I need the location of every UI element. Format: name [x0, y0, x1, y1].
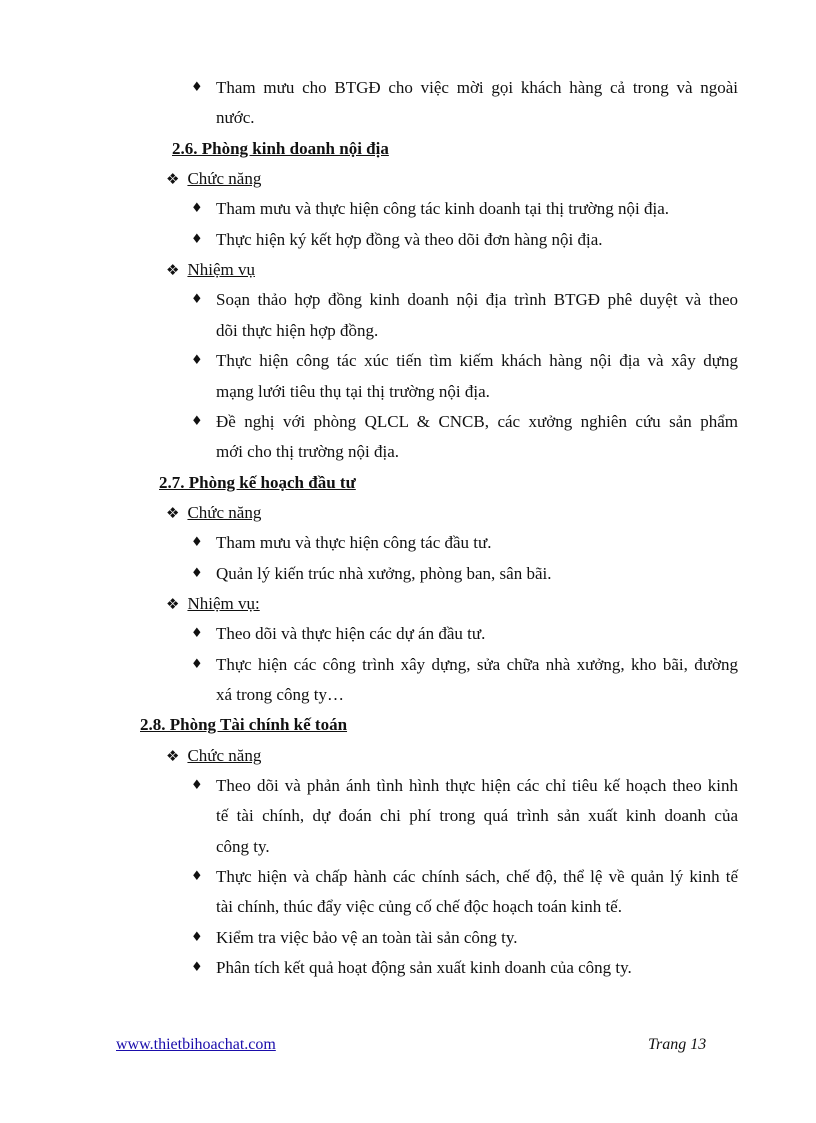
bullet-line: mạng lưới tiêu thụ tại thị trường nội địa. [216, 382, 490, 401]
four-diamond-bullet-icon: ❖ [166, 261, 180, 279]
bullet-line: Theo dõi và thực hiện các dự án đầu tư. [216, 624, 486, 643]
bullet-line: xá trong công ty… [216, 685, 344, 704]
subsection-label [166, 589, 260, 619]
footer-website-link[interactable]: www.thietbihoachat.com [116, 1036, 276, 1053]
bullet-line: Theo dõi và phản ánh tình hình thực hiện các chỉ tiêu kế hoạch theo kinh [216, 776, 738, 795]
section-heading: 2.6. Phòng kinh doanh nội địa [172, 139, 389, 158]
four-diamond-bullet-icon: ❖ [166, 595, 180, 613]
bullet-line: Thực hiện công tác xúc tiến tìm kiếm khách hàng nội địa và xây dựng [216, 351, 738, 370]
bullet-diamond-icon: ♦ [191, 778, 203, 793]
bullet-line: Tham mưu và thực hiện công tác đầu tư. [216, 533, 492, 552]
bullet-line: Thực hiện ký kết hợp đồng và theo dõi đơn hàng nội địa. [216, 230, 603, 249]
bullet-diamond-icon: ♦ [191, 869, 203, 884]
bullet-diamond-icon: ♦ [191, 353, 203, 368]
bullet-diamond-icon: ♦ [191, 414, 203, 429]
subsection-label-text: Nhiệm vụ [187, 260, 255, 279]
subsection-label [166, 741, 261, 771]
bullet-diamond-icon: ♦ [191, 566, 203, 581]
section-heading: 2.7. Phòng kế hoạch đầu tư [159, 473, 356, 492]
section-heading: 2.8. Phòng Tài chính kế toán [140, 715, 348, 734]
bullet-diamond-icon: ♦ [191, 960, 203, 975]
bullet-line: Thực hiện và chấp hành các chính sách, chế độ, thể lệ về quản lý kinh tế [216, 867, 738, 886]
subsection-label [166, 164, 261, 194]
bullet-line: Quản lý kiến trúc nhà xưởng, phòng ban, sân bãi. [216, 564, 552, 583]
bullet-diamond-icon: ♦ [191, 292, 203, 307]
subsection-label-text: Nhiệm vụ: [187, 594, 260, 613]
subsection-label-text: Chức năng [187, 746, 262, 765]
bullet-line: công ty. [216, 837, 270, 856]
bullet-line: Soạn thảo hợp đồng kinh doanh nội địa trình BTGĐ phê duyệt và theo [216, 290, 738, 309]
bullet-diamond-icon: ♦ [191, 232, 203, 247]
subsection-label-text: Chức năng [187, 169, 262, 188]
bullet-diamond-icon: ♦ [191, 80, 203, 95]
bullet-line: Phân tích kết quả hoạt động sản xuất kinh doanh của công ty. [216, 958, 632, 977]
footer-page-number: Trang 13 [648, 1036, 707, 1053]
bullet-line: Thực hiện các công trình xây dựng, sửa chữa nhà xưởng, kho bãi, đường [216, 655, 738, 674]
bullet-diamond-icon: ♦ [191, 657, 203, 672]
four-diamond-bullet-icon: ❖ [166, 170, 180, 188]
bullet-line: dõi thực hiện hợp đồng. [216, 321, 379, 340]
bullet-line: tế tài chính, dự đoán chi phí trong quá trình sản xuất kinh doanh của [216, 806, 738, 825]
bullet-diamond-icon: ♦ [191, 930, 203, 945]
four-diamond-bullet-icon: ❖ [166, 504, 180, 522]
subsection-label [166, 255, 255, 285]
bullet-diamond-icon: ♦ [191, 535, 203, 550]
bullet-line: tài chính, thúc đẩy việc củng cố chế độc hoạch toán kinh tế. [216, 897, 622, 916]
bullet-diamond-icon: ♦ [191, 626, 203, 641]
bullet-line: Tham mưu và thực hiện công tác kinh doanh tại thị trường nội địa. [216, 199, 670, 218]
bullet-line: mới cho thị trường nội địa. [216, 442, 400, 461]
bullet-diamond-icon: ♦ [191, 201, 203, 216]
bullet-line: Kiểm tra việc bảo vệ an toàn tài sản công ty. [216, 928, 518, 947]
four-diamond-bullet-icon: ❖ [166, 747, 180, 765]
bullet-line: Đề nghị với phòng QLCL & CNCB, các xưởng nghiên cứu sản phẩm [216, 412, 738, 431]
bullet-line: Tham mưu cho BTGĐ cho việc mời gọi khách hàng cả trong và ngoài [216, 78, 738, 97]
subsection-label-text: Chức năng [187, 503, 262, 522]
subsection-label [166, 498, 261, 528]
bullet-line: nước. [216, 108, 255, 127]
